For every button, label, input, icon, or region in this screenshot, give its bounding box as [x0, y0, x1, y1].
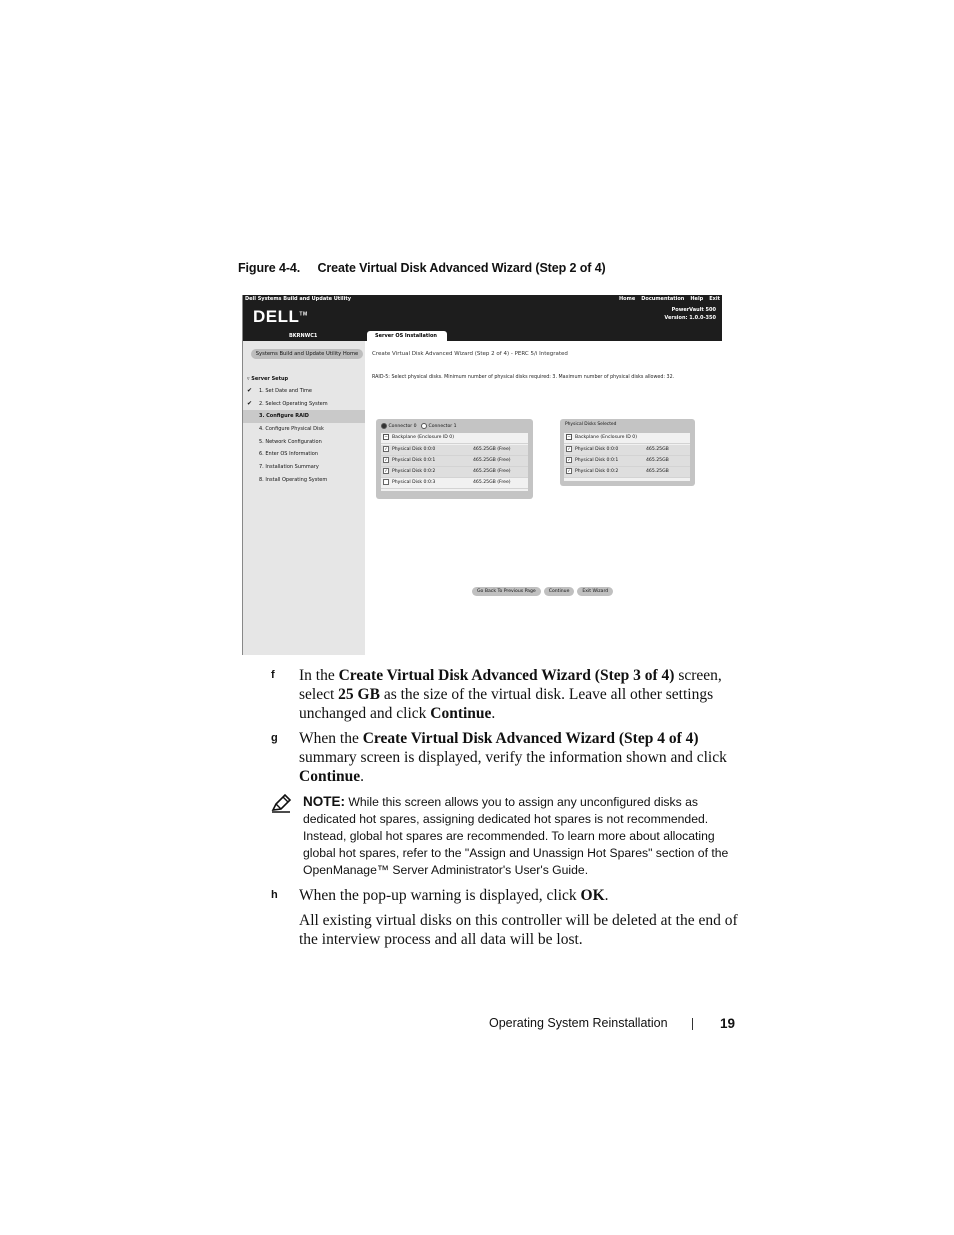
left-disk-row: [381, 467, 528, 478]
note-pencil-icon: [270, 793, 292, 813]
wizard-screenshot: [242, 295, 722, 655]
left-disk-table: [381, 433, 528, 491]
step-text: summary screen is displayed, verify the information shown and click: [299, 749, 727, 766]
step-text: When the pop-up warning is displayed, click: [299, 887, 581, 904]
step-label: 6. Enter OS Information: [259, 451, 319, 458]
step-text: .: [604, 887, 609, 904]
collapse-icon: ▿: [247, 376, 252, 382]
disk-size: 465.25GB (Free): [473, 480, 511, 485]
disk-name: Physical Disk 0:0:2: [392, 469, 436, 474]
right-disk-table: [564, 433, 690, 481]
size-value: 25 GB: [338, 686, 380, 703]
disk-name: Physical Disk 0:0:0: [392, 447, 436, 452]
go-back-button[interactable]: Go Back To Previous Page: [472, 587, 541, 596]
help-link[interactable]: Help: [690, 296, 704, 302]
step-f: [271, 666, 741, 723]
connector1-radio[interactable]: [421, 423, 427, 429]
app-title: Dell Systems Build and Update Utility: [245, 296, 351, 302]
footer-section: Operating System Reinstallation: [489, 1016, 668, 1030]
logo-text: DELL: [253, 307, 300, 326]
exit-wizard-button[interactable]: Exit Wizard: [577, 587, 613, 596]
continue-term: Continue: [430, 705, 492, 722]
utility-home-button[interactable]: Systems Build and Update Utility Home: [251, 349, 363, 359]
note-label: NOTE:: [303, 794, 345, 809]
selected-disks-panel: [560, 419, 695, 486]
note-body: While this screen allows you to assign any unconfigured disks as dedicated hot spares, assigning dedicated hot spares is not recommended. Instead, global hot spares are recommended. To learn more about allocating global hot spares, refer to the "Assign and Unassign Hot Spares" section of the OpenManage™ Server Administrator's User's Guide.: [303, 795, 729, 877]
documentation-link[interactable]: Documentation: [641, 296, 685, 302]
header-bar: [243, 295, 722, 341]
step-letter: g: [271, 732, 278, 744]
disk-size: 465.25GB (Free): [473, 447, 511, 452]
disk-size: 465.25GB (Free): [473, 458, 511, 463]
disk-checkbox[interactable]: ✓: [384, 456, 388, 462]
connector1-label: Connector 1: [428, 424, 457, 429]
connector-radios: [381, 422, 528, 432]
check-icon: ✔: [247, 387, 253, 394]
step-label: 4. Configure Physical Disk: [259, 426, 324, 433]
product-version: Version: 1.0.0-350: [664, 315, 716, 321]
wizard-title: Create Virtual Disk Advanced Wizard (Step 2 of 4) - PERC 5/i Integrated: [372, 351, 568, 357]
dell-logo: [253, 307, 308, 327]
top-links: [619, 296, 720, 302]
step-label: 8. Install Operating System: [259, 476, 328, 483]
figure-caption: [238, 261, 606, 275]
wizard-name: Create Virtual Disk Advanced Wizard (Step 3 of 4): [338, 667, 675, 684]
continue-term: Continue: [299, 768, 361, 785]
disk-checkbox[interactable]: ✓: [567, 445, 571, 451]
step-h: [271, 886, 741, 905]
step-text: screen, select: [299, 667, 722, 703]
step-letter: h: [271, 889, 278, 901]
check-icon: ✔: [247, 399, 253, 407]
wizard-content: [365, 341, 722, 655]
step-select-os[interactable]: [243, 398, 365, 411]
left-backplane-label: Backplane (Enclosure ID 0): [392, 435, 455, 440]
home-link[interactable]: Home: [619, 296, 636, 302]
figure-number: Figure 4-4.: [238, 261, 301, 275]
left-disk-row: [381, 445, 528, 456]
right-disk-row: [564, 445, 690, 456]
connector0-radio[interactable]: [381, 423, 387, 429]
right-disk-row: [564, 456, 690, 467]
ok-term: OK: [580, 887, 605, 904]
step-list: [243, 385, 365, 487]
step-letter: f: [271, 669, 275, 681]
page-number: 19: [719, 1016, 735, 1031]
raid-note: RAID-5: Select physical disks. Minimum number of physical disks required: 3. Maximum number of physical disks allowed: 32.: [372, 375, 675, 380]
wizard-name: Create Virtual Disk Advanced Wizard (Step 4 of 4): [362, 730, 699, 747]
logo-tm: TM: [299, 311, 308, 318]
right-backplane-label: Backplane (Enclosure ID 0): [575, 435, 638, 440]
server-setup-label: Server Setup: [251, 376, 289, 382]
step-install-os[interactable]: [243, 474, 365, 487]
disk-name: Physical Disk 0:0:3: [392, 480, 436, 485]
disk-checkbox[interactable]: ✓: [567, 456, 571, 462]
server-setup-title[interactable]: [247, 376, 288, 382]
disk-name: Physical Disk 0:0:2: [575, 469, 619, 474]
step-configure-raid[interactable]: [243, 410, 365, 423]
product-info: [664, 306, 716, 322]
disk-name: Physical Disk 0:0:1: [575, 458, 619, 463]
right-backplane-row: [564, 433, 690, 444]
figure-title: Create Virtual Disk Advanced Wizard (Step 2 of 4): [317, 261, 606, 275]
step-label: 3. Configure RAID: [259, 413, 309, 420]
available-disks-panel: [376, 419, 533, 499]
selected-disks-title: Physical Disks Selected: [565, 422, 617, 427]
product-name: PowerVault 500: [671, 307, 716, 313]
continue-button[interactable]: Continue: [544, 587, 575, 596]
note-block: [270, 793, 740, 879]
left-disk-row: [381, 456, 528, 467]
step-label: 1. Set Date and Time: [259, 388, 312, 394]
collapse-icon[interactable]: −: [384, 433, 388, 439]
step-text: .: [360, 768, 365, 785]
step-configure-physical-disk[interactable]: [243, 423, 365, 436]
step-set-date-time[interactable]: [243, 385, 365, 398]
step-enter-os-information[interactable]: [243, 448, 365, 461]
wizard-buttons: [472, 587, 613, 596]
step-label: 5. Network Configuration: [259, 438, 322, 445]
right-disk-row: [564, 467, 690, 478]
step-g: [271, 729, 741, 786]
procedure-steps: [271, 666, 741, 792]
step-text: In the: [299, 667, 339, 684]
warning-paragraph: All existing virtual disks on this controller will be deleted at the end of the interview process and all data will be lost.: [299, 912, 738, 948]
step-text: .: [491, 705, 496, 722]
step-installation-summary[interactable]: [243, 461, 365, 474]
collapse-icon[interactable]: −: [567, 433, 571, 439]
disk-checkbox[interactable]: [383, 479, 389, 485]
disk-checkbox[interactable]: ✓: [567, 467, 571, 473]
disk-size: 465.25GB: [646, 469, 669, 474]
left-disk-row: [381, 478, 528, 489]
sidebar: [243, 341, 365, 655]
step-network-configuration[interactable]: [243, 436, 365, 449]
disk-name: Physical Disk 0:0:0: [575, 447, 619, 452]
step-text: as the size of the virtual disk. Leave all other settings unchanged and click: [299, 686, 714, 722]
step-label: 2. Select Operating System: [259, 400, 328, 407]
left-backplane-row: [381, 433, 528, 444]
disk-size: 465.25GB: [646, 458, 669, 463]
disk-name: Physical Disk 0:0:1: [392, 458, 436, 463]
step-h-block: [271, 886, 741, 955]
footer-divider: [692, 1018, 693, 1030]
disk-size: 465.25GB (Free): [473, 469, 511, 474]
disk-checkbox[interactable]: ✓: [384, 467, 388, 473]
step-text: When the: [299, 730, 363, 747]
disk-size: 465.25GB: [646, 447, 669, 452]
step-label: 7. Installation Summary: [259, 464, 319, 471]
tab-server-os-installation[interactable]: Server OS Installation: [367, 331, 447, 342]
exit-link[interactable]: Exit: [709, 296, 720, 302]
disk-checkbox[interactable]: ✓: [384, 445, 388, 451]
connector0-label: Connector 0: [388, 424, 417, 429]
service-tag: BKRNWC1: [289, 333, 318, 339]
